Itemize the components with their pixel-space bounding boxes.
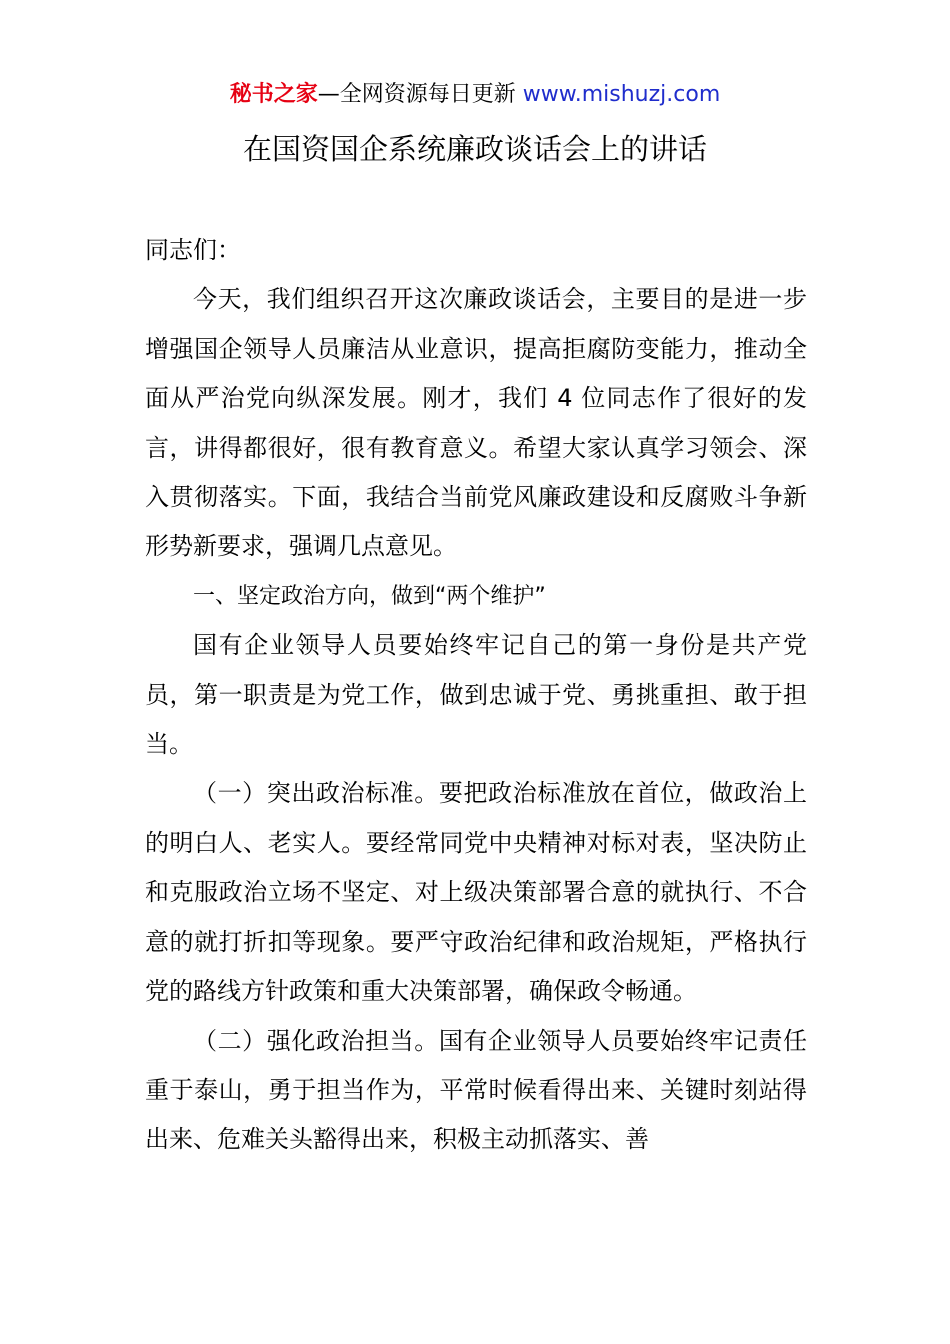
section-heading-1: 一、坚定政治方向，做到“两个维护” [193,583,546,609]
salutation: 同志们： [145,236,241,264]
paragraph-section-1: 国有企业领导人员要始终牢记自己的第一身份是共产党员，第一职责是为党工作，做到忠诚于党、勇挑重担、敢于担当。 [145,631,807,759]
site-header [0,80,950,110]
document-body [145,226,807,1165]
header-tagline: —全网资源每日更新 [317,82,516,107]
document-title: 在国资国企系统廉政谈话会上的讲话 [242,132,707,166]
site-url-link[interactable]: www.mishuzj.com [522,82,721,107]
paragraph-subsection-1: （一）突出政治标准。要把政治标准放在首位，做政治上的明白人、老实人。要经常同党中央精神对标对表，坚决防止和克服政治立场不坚定、对上级决策部署合意的就执行、不合意的就打折扣等现象。要严守政治纪律和政治规矩，严格执行党的路线方针政策和重大决策部署，确保政令畅通。 [145,779,807,1006]
brand-name: 秘书之家 [229,82,318,107]
paragraph-intro: 今天，我们组织召开这次廉政谈话会，主要目的是进一步增强国企领导人员廉洁从业意识，提高拒腐防变能力，推动全面从严治党向纵深发展。刚才，我们 4 位同志作了很好的发言，讲得都很好，很有教育意义。希望大家认真学习领会、深入贯彻落实。下面，我结合当前党风廉政建设和反腐败斗争新形势新要求，强调几点意见。 [145,285,807,561]
paragraph-subsection-2: （二）强化政治担当。国有企业领导人员要始终牢记责任重于泰山，勇于担当作为，平常时候看得出来、关键时刻站得出来、危难关头豁得出来，积极主动抓落实、善 [145,1026,807,1154]
